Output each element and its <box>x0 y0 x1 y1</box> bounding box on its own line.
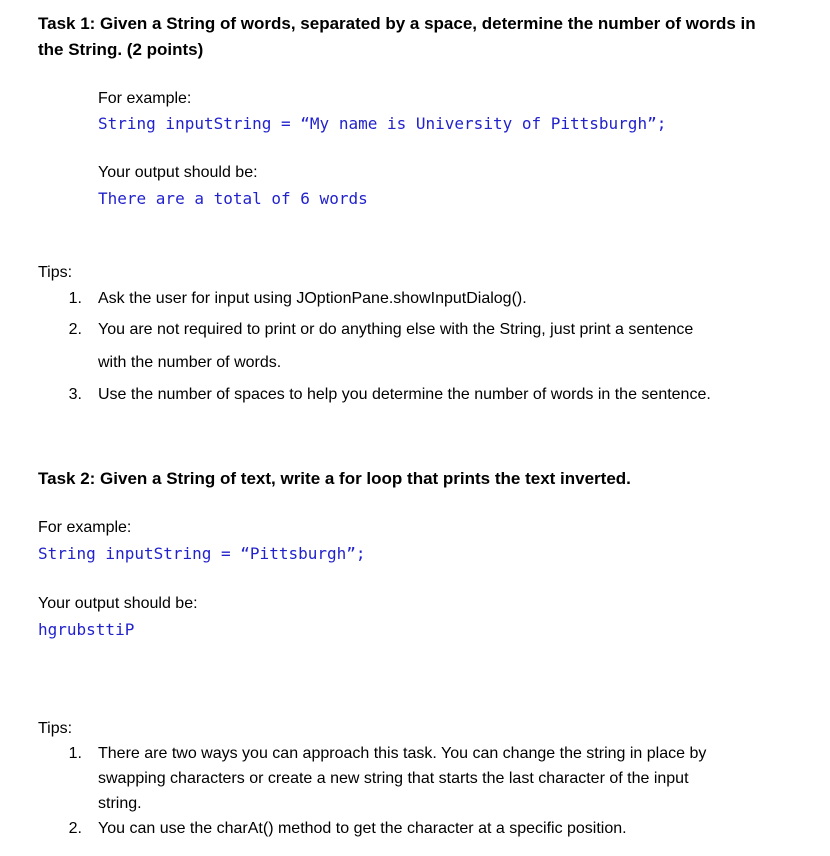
task2-example-code: String inputString = “Pittsburgh”; <box>38 544 366 563</box>
task2-tip-2-text: You can use the charAt() method to get the character at a specific position. <box>98 820 627 837</box>
task1-example-label: For example: <box>98 90 192 107</box>
task1-tip-3-number: 3. <box>68 386 82 403</box>
task2-output-code: hgrubsttiP <box>38 620 135 639</box>
task1-tip-3-text: Use the number of spaces to help you determine the number of words in the sentence. <box>98 386 711 403</box>
task1-tip-2-text-line1: You are not required to print or do anything else with the String, just print a sentence <box>98 321 694 338</box>
task1-tip-1-number: 1. <box>68 290 82 307</box>
task1-example-code: String inputString = “My name is University of Pittsburgh”; <box>98 114 667 133</box>
task1-output-code: There are a total of 6 words <box>98 189 368 208</box>
task1-heading-line2: the String. (2 points) <box>38 40 204 59</box>
task2-tip-1-number: 1. <box>68 745 82 762</box>
task2-output-label: Your output should be: <box>38 595 198 612</box>
task2-heading: Task 2: Given a String of text, write a for loop that prints the text inverted. <box>38 469 631 488</box>
task1-heading-line1: Task 1: Given a String of words, separated by a space, determine the number of words in <box>38 14 756 33</box>
task2-tip-1-text-line2: swapping characters or create a new string that starts the last character of the input <box>98 770 689 787</box>
task2-example-label: For example: <box>38 519 132 536</box>
task2-tip-2-number: 2. <box>68 820 82 837</box>
task1-tips-label: Tips: <box>38 264 73 281</box>
task2-tip-1-text-line3: string. <box>98 795 142 812</box>
task2-tip-1-text-line1: There are two ways you can approach this task. You can change the string in place by <box>98 745 707 762</box>
task1-tip-1-text: Ask the user for input using JOptionPane.showInputDialog(). <box>98 290 527 307</box>
task2-tips-label: Tips: <box>38 720 73 737</box>
task1-output-label: Your output should be: <box>98 164 258 181</box>
task1-tip-2-text-line2: with the number of words. <box>98 354 282 371</box>
task1-tip-2-number: 2. <box>68 321 82 338</box>
